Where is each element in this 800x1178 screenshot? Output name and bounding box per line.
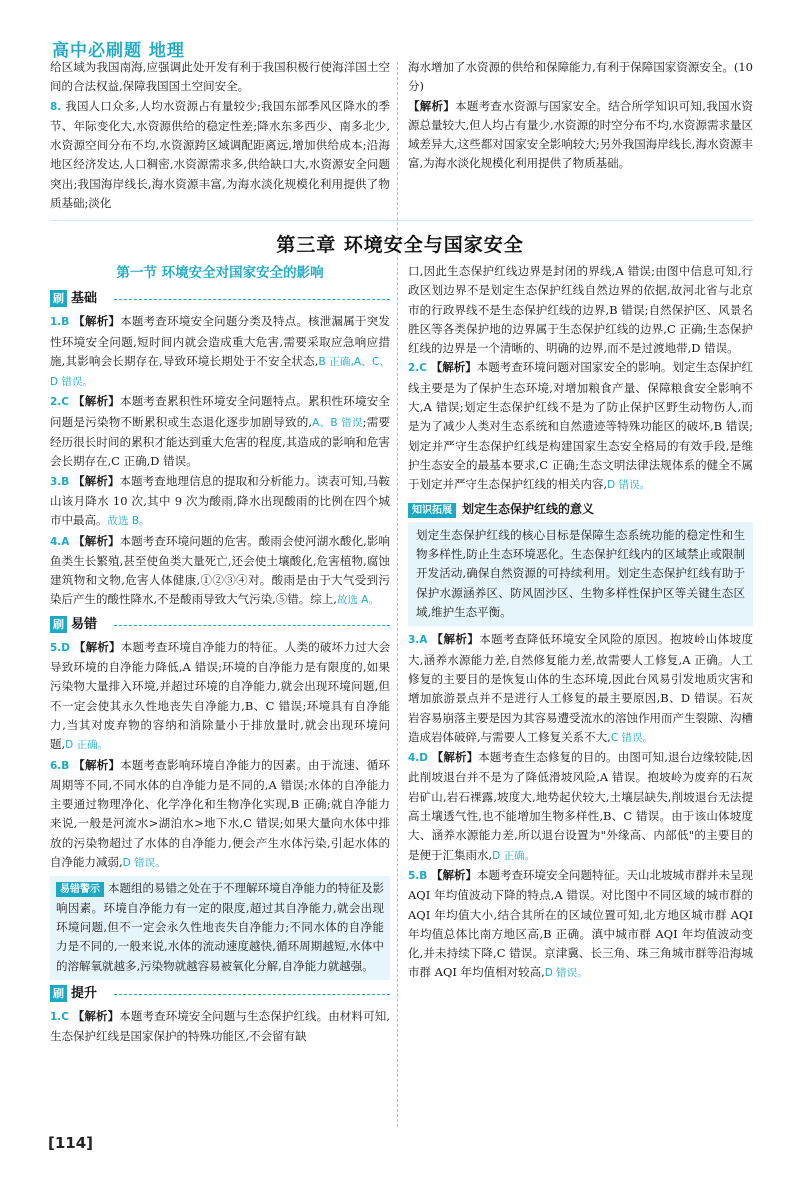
answer-letter: C xyxy=(61,1010,70,1023)
basic-label: 基础 xyxy=(71,291,98,307)
analysis-tag: 【解析】 xyxy=(72,1008,120,1023)
answer-letter: B xyxy=(61,759,70,772)
upgrade-label: 提升 xyxy=(71,985,98,1001)
analysis-tag: 【解析】 xyxy=(73,639,121,654)
item-number: 1. xyxy=(50,1010,62,1023)
answer-item-upgrade-5 xyxy=(408,866,753,984)
error-warning-note xyxy=(50,876,390,979)
highlight-conclusion: D 错误。 xyxy=(544,967,588,980)
analysis-text: 本题考查环境自净能力的特征。人类的破坏力过大会导致环境的自净能力降低,A 错误;环境的自净能力是有限度的,如果污染物大量排入环境,并超过环境的自净能力,就会出现环境问题,但不一定会使其永久性地丧失自净能力,B、C 错误;环境具有自净能力,当其对废弃物的容纳和消除量小于排放量时,就会出现环境问题, xyxy=(50,639,391,752)
analysis-tag: 【解析】 xyxy=(73,314,121,329)
book-header: 高中必刷题 地理 xyxy=(52,41,185,61)
analysis-tag: 【解析】 xyxy=(430,360,477,375)
answer-letter: B xyxy=(419,869,428,882)
column-divider xyxy=(397,62,398,1127)
answer-item-8 xyxy=(50,97,390,214)
answer-letter: D xyxy=(61,641,71,654)
analysis-tag: 【解析】 xyxy=(73,533,120,548)
highlight-conclusion: 故选 A。 xyxy=(336,594,379,607)
basic-section-bar xyxy=(50,289,390,309)
knowledge-tag: 知识拓展 xyxy=(408,503,456,518)
analysis-tag: 【解析】 xyxy=(408,98,456,113)
analysis-text: 本题考查累积性环境安全问题特点。累积性环境安全问题是污染物不断累积或生态退化逐步加剧导致的, xyxy=(50,394,391,429)
answer-letter: A xyxy=(61,535,70,548)
answer-item-error-5 xyxy=(50,638,390,756)
upgrade-section-bar xyxy=(50,984,390,1004)
highlight-conclusion: D 正确。 xyxy=(492,849,536,862)
q8-analysis xyxy=(408,97,753,174)
answer-letter: B xyxy=(61,316,70,329)
highlight-conclusion: D 正确。 xyxy=(65,739,109,752)
analysis-tag: 【解析】 xyxy=(73,757,121,772)
answer-item-basic-2 xyxy=(50,392,390,471)
q8-continuation: 海水增加了水资源的供给和保障能力,有利于保障国家资源安全。(10 分) xyxy=(408,60,753,94)
dashed-rule xyxy=(114,994,390,995)
chapter-title: 第三章 环境安全与国家安全 xyxy=(276,234,524,256)
section-title: 第一节 环境安全对国家安全的影响 xyxy=(116,265,324,281)
analysis-text: 本题考查地理信息的提取和分析能力。读表可知,马鞍山该月降水 10 次,其中 9 次为酸雨,降水出现酸雨的比例在四个城市中最高。 xyxy=(50,473,391,528)
knowledge-header xyxy=(408,500,753,519)
item-number: 3. xyxy=(50,475,62,488)
page-number-value: 114 xyxy=(54,1134,87,1152)
highlight-conclusion: D 错误。 xyxy=(607,479,651,492)
answer-item-upgrade-1 xyxy=(50,1007,390,1047)
answer-letter: A xyxy=(419,634,428,647)
dashed-rule xyxy=(114,625,390,626)
chapter-top-rule xyxy=(50,220,753,221)
dashed-rule xyxy=(114,299,390,300)
highlight-conclusion: A、B 错误 xyxy=(312,416,363,429)
answer-item-upgrade-3 xyxy=(408,630,753,748)
answer-letter: B xyxy=(61,475,70,488)
answer-letter: C xyxy=(61,396,70,409)
item-text: 我国人口众多,人均水资源占有量较少;我国东部季风区降水的季节、年际变化大,水资源供给的稳定性差;降水东多西少、南多北少,水资源空间分布不均,水资源跨区域调配距离远,增加供给成本;沿海地区经济发达,人口稠密,水资源需求多,供给缺口大,水资源安全问题突出;我国海岸线长,海水资源丰富,为海水淡化规模化利用提供了物质基础;淡化 xyxy=(50,98,391,211)
analysis-text: 本题考查环境安全问题分类及特点。核泄漏属于突发性环境安全问题,短时间内就会造成重大危害,需要采取应急响应措施,其影响会长期存在,导致环境长期处于不安全状态, xyxy=(50,314,391,368)
analysis-text: 本题考查环境安全问题与生态保护红线。由材料可知,生态保护红线是国家保护的特殊功能区,不会留有缺 xyxy=(50,1008,391,1044)
page-number: [114] xyxy=(48,1134,94,1152)
analysis-text: 本题考查影响环境自净能力的因素。由于流速、循环周期等不同,不同水体的自净能力是不同的,A 错误;水体的自净能力主要通过物理净化、化学净化和生物净化实现,B 正确;就自净能力来说,一般是河流水>湖泊水>地下水,C 错误;如果大量向水体中排放的污染物超过了水体的自净能力,便会产生水体污染,引起水体的自净能力减弱, xyxy=(50,757,391,870)
brush-badge: 刷 xyxy=(50,616,67,633)
error-section-bar xyxy=(50,615,390,635)
answer-item-error-6 xyxy=(50,756,390,874)
answer-item-basic-4 xyxy=(50,532,390,611)
error-label: 易错 xyxy=(71,616,98,632)
item-number: 4. xyxy=(408,752,420,765)
item-number: 4. xyxy=(50,535,62,548)
highlight-conclusion: C 错误。 xyxy=(610,731,653,744)
right-column-top xyxy=(408,58,753,174)
item-number: 6. xyxy=(50,759,62,772)
analysis-tag: 【解析】 xyxy=(430,867,477,882)
upgrade-1-continuation: 口,因此生态保护红线边界是封闭的界线,A 错误;由图中信息可知,行政区划边界不是划定生态保护红线自然边界的依据,故河北省与北京市的行政界线不是生态保护红线的边界,B 错误;自然保护区、风景名胜区等各类保护地的边界属于生态保护红线的边界,C 正确;生态保护红线的边界是一个清晰的、明确的边界,而不是过渡地带,D 错误。 xyxy=(408,264,753,356)
right-column-main xyxy=(408,262,753,984)
item-number: 3. xyxy=(408,634,420,647)
highlight-conclusion: B 正确,A、C、D 错误。 xyxy=(50,355,390,389)
answer-letter: C xyxy=(419,362,428,375)
analysis-text: 本题考查环境安全问题特征。天山北坡城市群并未呈现 AQI 年均值波动下降的特点,A 错误。对比图中不同区域的城市群的 AQI 年均值大小,结合其所在的区域位置可知,北方地区城市群 AQI 年均值总体比南方地区高,B 正确。滇中城市群 AQI 年均值波动变化,并未持续下降,C 错误。京津冀、长三角、珠三角城市群等沿海城市群 AQI 年均值相对较高, xyxy=(408,867,754,980)
q7-continuation: 给区域为我国南海,应强调此处开发有利于我国积极行使海洋国土空间的合法权益,保障我国国土空间安全。 xyxy=(50,60,390,94)
warning-text: 本题组的易错之处在于不理解环境自净能力的特征及影响因素。环境自净能力有一定的限度,超过其自净能力,就会出现环境问题,但不一定会永久性地丧失自净能力;不同水体的自净能力是不同的,一般来说,水体的流动速度越快,循环周期越短,水体中的溶解氧就越多,污染物就越容易被氧化分解,自净能力就越强。 xyxy=(56,881,384,973)
item-number: 8. xyxy=(50,100,62,113)
knowledge-title: 划定生态保护红线的意义 xyxy=(462,501,595,516)
analysis-text: 本题考查降低环境安全风险的原因。抱坡岭山体坡度大,涵养水源能力差,自然修复能力差,故需要人工修复,A 正确。人工修复的主要目的是恢复山体的生态环境,因此台风易引发地质灾害和增加旅游景点并不是进行人工修复的最主要原因,B、D 错误。石灰岩容易崩落主要是因为其容易遭受流水的溶蚀作用而产生裂隙、沟槽造成岩体破碎,与需要人工修复关系不大, xyxy=(408,632,754,744)
answer-letter: D xyxy=(419,752,429,765)
item-number: 2. xyxy=(408,362,420,375)
left-column-top xyxy=(50,58,390,213)
item-number: 2. xyxy=(50,396,62,409)
answer-item-upgrade-2 xyxy=(408,358,753,495)
answer-item-basic-3 xyxy=(50,472,390,532)
answer-item-upgrade-4 xyxy=(408,748,753,866)
analysis-tag: 【解析】 xyxy=(431,632,480,647)
analysis-text: 本题考查水资源与国家安全。结合所学知识可知,我国水资源总量较大,但人均占有量少,水资源的时空分布不均,水资源需求量区域差异大,这些都对国家安全影响较大;另外我国海岸线长,海水资源丰富,为海水淡化规模化利用提供了物质基础。 xyxy=(408,98,754,171)
highlight-conclusion: D 错误。 xyxy=(122,857,166,870)
highlight-conclusion: 故选 B。 xyxy=(107,515,150,528)
knowledge-box: 划定生态保护红线的核心目标是保障生态系统功能的稳定性和生物多样性,防止生态环境恶化。生态保护红线内的区域禁止或限制开发活动,确保自然资源的可持续利用。划定生态保护红线有助于保护水源涵养区、防风固沙区、生物多样性保护区等关键生态区域,维护生态平衡。 xyxy=(408,522,753,626)
analysis-text-tail: ;需要经历很长时间的累积才能达到重大危害的程度,其造成的影响和危害会长期存在,C 正确,D 错误。 xyxy=(50,414,391,469)
analysis-tag: 【解析】 xyxy=(72,394,120,409)
left-column-main xyxy=(50,262,390,1046)
brush-badge: 刷 xyxy=(50,985,67,1002)
item-number: 5. xyxy=(50,641,62,654)
analysis-tag: 【解析】 xyxy=(431,750,479,765)
item-number: 1. xyxy=(50,316,62,329)
analysis-text: 本题考查生态修复的目的。由图可知,退台边缘较陡,因此削坡退台并不是为了降低滑坡风险,A 错误。抱坡岭为废弃的石灰岩矿山,岩石裸露,坡度大,地势起伏较大,土壤层缺失,削坡退台无法提高土壤透气性,也不能增加生物多样性,B、C 错误。由于该山体坡度大、涵养水源能力差,所以退台设置为"外缘高、内部低"的主要目的是便于汇集雨水, xyxy=(408,750,753,862)
brush-badge: 刷 xyxy=(50,290,67,307)
analysis-tag: 【解析】 xyxy=(73,473,120,488)
item-number: 5. xyxy=(408,869,420,882)
warning-tag: 易错警示 xyxy=(56,882,104,897)
analysis-text: 本题考查环境问题的危害。酸雨会使河湖水酸化,影响鱼类生长繁殖,甚至使鱼类大量死亡,还会使土壤酸化,危害植物,腐蚀建筑物和文物,危害人体健康,①②③④对。酸雨是由于大气受到污染后产生的酸性降水,不是酸雨导致大气污染,⑤错。综上, xyxy=(50,533,391,607)
analysis-text: 本题考查环境问题对国家安全的影响。划定生态保护红线主要是为了保护生态环境,对增加粮食产量、保障粮食安全影响不大,A 错误;划定生态保护红线不是为了防止保护区野生动物伤人,而是为了减少人类对生态系统和自然遗迹等特殊功能区的破坏,B 错误;划定并严守生态保护红线是构建国家生态安全格局的有效手段,是维护生态安全的最基本要求,C 正确;生态文明法律法规体系的健全不属于划定并严守生态保护红线的相关内容, xyxy=(408,360,754,492)
answer-item-basic-1 xyxy=(50,312,390,392)
